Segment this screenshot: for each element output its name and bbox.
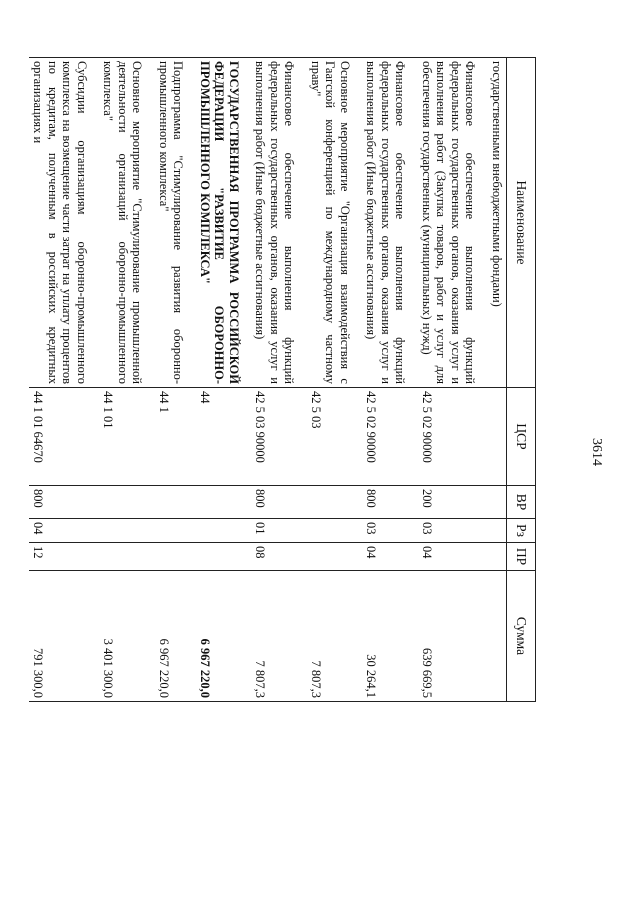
cell-csr: 42 5 03 [307, 388, 363, 486]
cell-rz [196, 519, 252, 543]
header-csr: ЦСР [507, 388, 536, 486]
header-name: Наименование [507, 58, 536, 388]
cell-pr [196, 543, 252, 571]
cell-vr: 800 [251, 486, 307, 519]
cell-sum: 6 967 220,0 [196, 571, 252, 702]
cell-sum [488, 571, 507, 702]
table-row [307, 58, 363, 702]
table-row [196, 58, 252, 702]
cell-csr: 42 5 02 90000 [418, 388, 488, 486]
cell-rz [99, 519, 155, 543]
cell-pr: 04 [418, 543, 488, 571]
cell-csr: 44 1 [155, 388, 196, 486]
cell-rz: 03 [418, 519, 488, 543]
table-row [418, 58, 488, 702]
cell-name: Субсидии организациям оборонно-промышленного комплекса на возмещение части затрат на уплату процентов по кредитам, полученным в российских кредитных организациях и [29, 58, 99, 388]
table-body [29, 58, 507, 702]
cell-pr [488, 543, 507, 571]
cell-vr [196, 486, 252, 519]
cell-name: Финансовое обеспечение выполнения функций федеральных государственных органов, оказания услуг и выполнения работ (Закупка товаров, работ и услуг для обеспечения государственных (муниципальных) нужд) [418, 58, 488, 388]
header-sum: Сумма [507, 571, 536, 702]
cell-csr: 42 5 03 90000 [251, 388, 307, 486]
cell-vr: 800 [29, 486, 99, 519]
cell-name: Подпрограмма "Стимулирование развития оборонно-промышленного комплекса" [155, 58, 196, 388]
budget-table [29, 57, 536, 702]
cell-name: Основное мероприятие "Организация взаимодействия с Гаагской конференцией по международному частному праву" [307, 58, 363, 388]
cell-name: Основное мероприятие "Стимулирование промышленной деятельности организаций оборонно-промышленного комплекса" [99, 58, 155, 388]
cell-vr [155, 486, 196, 519]
cell-name: Финансовое обеспечение выполнения функций федеральных государственных органов, оказания услуг и выполнения работ (Иные бюджетные ассигнования) [251, 58, 307, 388]
cell-sum: 3 401 300,0 [99, 571, 155, 702]
cell-csr: 44 1 01 [99, 388, 155, 486]
table-row [251, 58, 307, 702]
cell-vr [307, 486, 363, 519]
cell-rz: 03 [362, 519, 418, 543]
cell-pr: 08 [251, 543, 307, 571]
table-row [488, 58, 507, 702]
cell-rz [155, 519, 196, 543]
cell-rz: 04 [29, 519, 99, 543]
header-vr: ВР [507, 486, 536, 519]
cell-rz [307, 519, 363, 543]
table-row [362, 58, 418, 702]
cell-vr: 800 [362, 486, 418, 519]
table-row [29, 58, 99, 702]
cell-vr [488, 486, 507, 519]
page-number: 3614 [589, 438, 604, 466]
cell-pr [99, 543, 155, 571]
cell-vr [99, 486, 155, 519]
cell-name: государственными внебюджетными фондами) [488, 58, 507, 388]
table-row [99, 58, 155, 702]
cell-vr: 200 [418, 486, 488, 519]
cell-sum: 6 967 220,0 [155, 571, 196, 702]
cell-sum: 7 807,3 [307, 571, 363, 702]
table-row [155, 58, 196, 702]
cell-name: ГОСУДАРСТВЕННАЯ ПРОГРАММА РОССИЙСКОЙ ФЕДЕРАЦИИ "РАЗВИТИЕ ОБОРОННО-ПРОМЫШЛЕННОГО КОМПЛЕКСА" [196, 58, 252, 388]
header-rz: Рз [507, 519, 536, 543]
table-header-row [507, 58, 536, 702]
cell-csr: 42 5 02 90000 [362, 388, 418, 486]
cell-sum: 7 807,3 [251, 571, 307, 702]
header-pr: ПР [507, 543, 536, 571]
cell-pr: 12 [29, 543, 99, 571]
cell-sum: 30 264,1 [362, 571, 418, 702]
cell-pr [307, 543, 363, 571]
cell-csr: 44 1 01 64670 [29, 388, 99, 486]
cell-rz [488, 519, 507, 543]
cell-csr: 44 [196, 388, 252, 486]
cell-sum: 791 300,0 [29, 571, 99, 702]
cell-sum: 639 669,5 [418, 571, 488, 702]
cell-rz: 01 [251, 519, 307, 543]
cell-pr [155, 543, 196, 571]
cell-pr: 04 [362, 543, 418, 571]
cell-name: Финансовое обеспечение выполнения функций федеральных государственных органов, оказания услуг и выполнения работ (Иные бюджетные ассигнования) [362, 58, 418, 388]
cell-csr [488, 388, 507, 486]
